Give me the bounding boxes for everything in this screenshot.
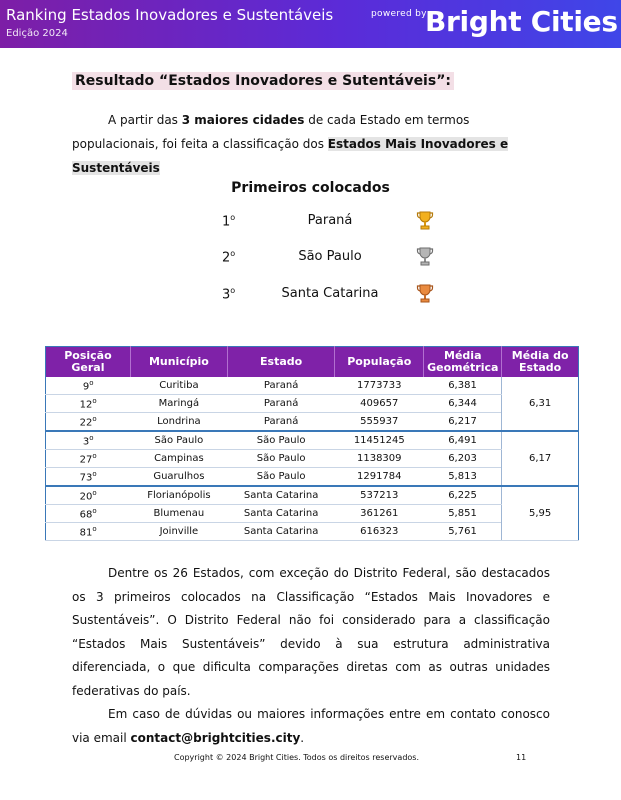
table-row: 68$^o$ Blumenau Santa Catarina 361261 5,851 [46,505,579,523]
table-row: 81$^o$ Joinville Santa Catarina 616323 5,761 [46,523,579,541]
bronze-trophy-icon [416,283,434,305]
ranking-state: Paraná [307,213,353,228]
silver-trophy-icon [416,246,434,268]
table-row: 3$^o$ São Paulo São Paulo 11451245 6,491 6,17 [46,431,579,450]
gold-trophy-icon [416,210,434,232]
intro-text-1: A partir das [108,113,182,127]
col-header-population: População [335,347,424,378]
powered-by-label: powered by [371,9,427,19]
state-average-cell: 6,17 [502,431,579,486]
ranking-item [0,249,621,269]
intro-bold: 3 maiores cidades [181,113,305,127]
table-header-row [46,347,579,378]
ranking-position: 1$^o$ [222,213,236,230]
ranking-state: São Paulo [298,249,362,264]
table-row: 12$^o$ Maringá Paraná 409657 6,344 [46,395,579,413]
ranking-item [0,286,621,306]
report-edition: Edição 2024 [6,28,68,39]
ranking-position: 3$^o$ [222,286,236,303]
results-table [45,346,579,541]
table-row: 73$^o$ Guarulhos São Paulo 1291784 5,813 [46,468,579,487]
col-header-city: Município [130,347,227,378]
ranking-title: Primeiros colocados [231,180,390,196]
body-paragraph-1: Dentre os 26 Estados, com exceção do Distrito Federal, são destacados os 3 primeiros colocados na Classificação “Estados Mais Inovadores e Sustentáveis”. O Distrito Federal não foi considerado para a classificação “Estados Mais Sustentáveis” devido à sua estrutura administrativa diferenciada, o que dificulta comparações diretas com as outras unidades federativas do país. [72,566,550,698]
page-header [0,0,621,48]
intro-highlight: Estados Mais Inovadores e Sustentáveis [72,137,509,175]
section-title: Resultado “Estados Inovadores e Sutentáveis”: [72,72,454,90]
intro-paragraph [72,108,550,180]
col-header-position: Posição Geral [46,347,131,378]
brand-logo: Bright Cities [425,5,618,38]
body-text [72,562,550,750]
col-header-state-average: Média do Estado [502,347,579,378]
report-title: Ranking Estados Inovadores e Sustentáveis [6,6,334,24]
table-row: 27$^o$ Campinas São Paulo 1138309 6,203 [46,450,579,468]
ranking-state: Santa Catarina [281,286,379,301]
table-row: 22$^o$ Londrina Paraná 555937 6,217 [46,413,579,432]
body-paragraph-2: Em caso de dúvidas ou maiores informações entre em contato conosco via email contact@brightcities.city. [72,707,550,745]
col-header-state: Estado [227,347,334,378]
state-average-cell: 6,31 [502,377,579,431]
table-row: 9$^o$ Curitiba Paraná 1773733 6,381 6,31 [46,377,579,395]
col-header-geometric-mean: Média Geométrica [424,347,502,378]
ranking-position: 2$^o$ [222,249,236,266]
page-number: 11 [516,753,527,762]
contact-email-link[interactable]: contact@brightcities.city [130,730,301,745]
intro-text-2: de cada Estado em termos populacionais, foi feita a classificação dos [72,113,470,151]
state-average-cell: 5,95 [502,486,579,541]
table-row: 20$^o$ Florianópolis Santa Catarina 537213 6,225 5,95 [46,486,579,505]
ranking-item [0,213,621,233]
footer-copyright: Copyright © 2024 Bright Cities. Todos os direitos reservados. [174,753,419,762]
